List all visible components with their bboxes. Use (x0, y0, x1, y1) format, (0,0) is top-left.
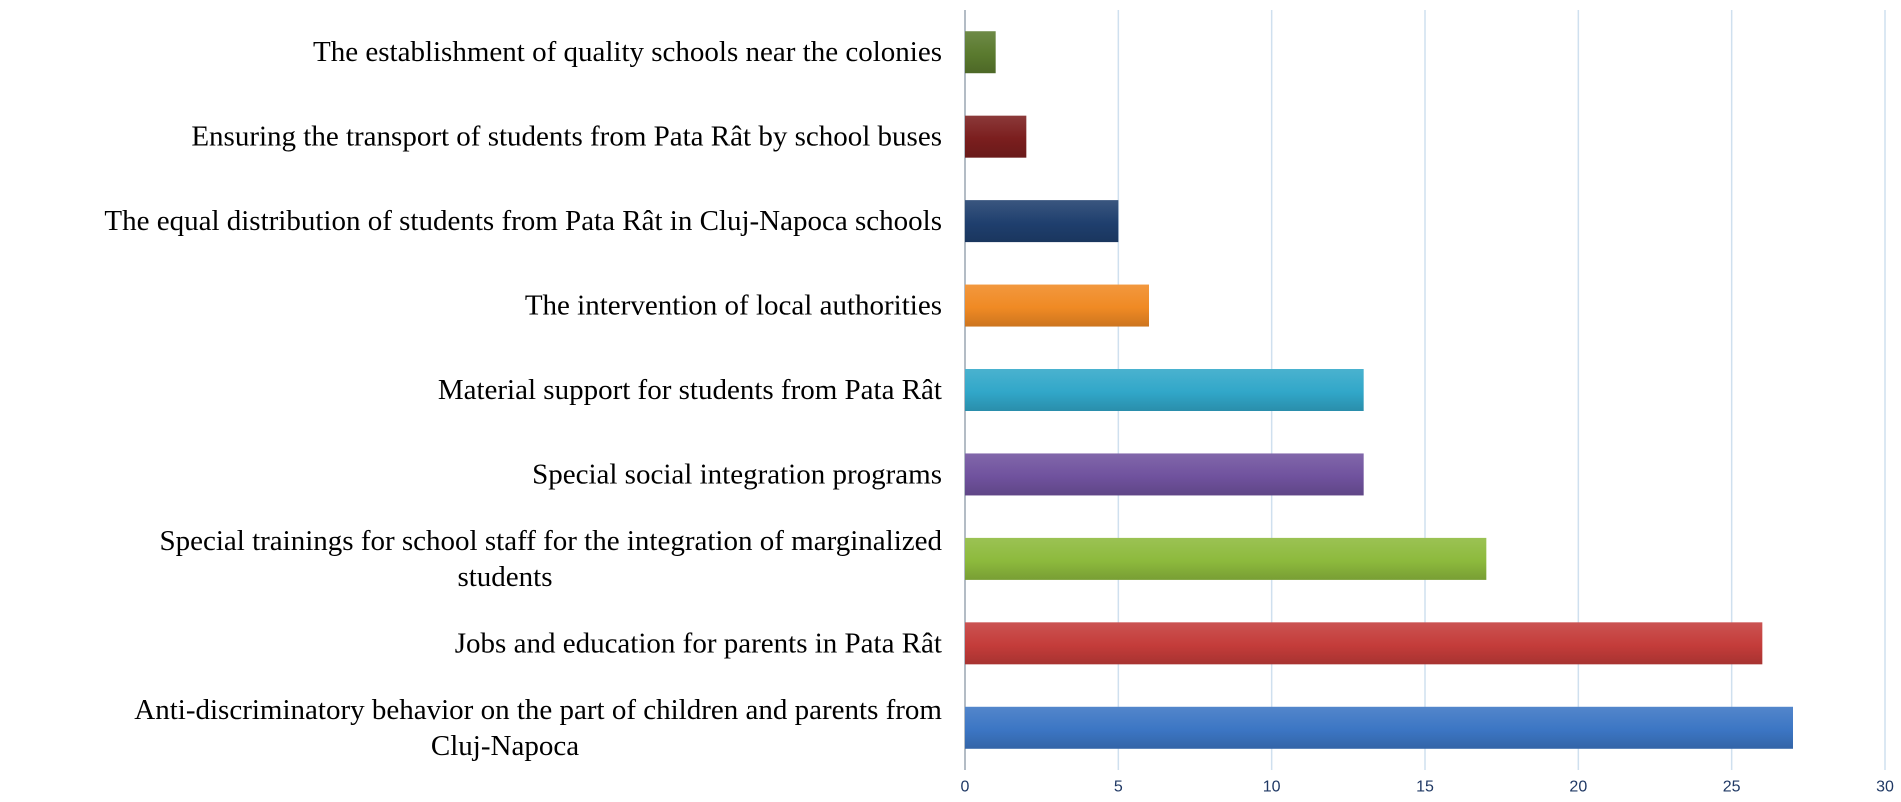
x-tick-label: 15 (1416, 778, 1434, 796)
bar-2 (965, 116, 1026, 158)
bar-7 (965, 538, 1486, 580)
x-tick-label: 5 (1113, 778, 1123, 796)
category-label: Anti-discriminatory behavior on the part of children and parents from (134, 693, 942, 726)
category-label: Special trainings for school staff for the integration of marginalized (159, 524, 942, 557)
x-tick-label: 30 (1876, 778, 1894, 796)
category-label: Special social integration programs (532, 458, 942, 491)
category-label: students (457, 560, 553, 593)
category-label: Material support for students from Pata Rât (437, 374, 942, 406)
x-axis-ticks (961, 779, 1894, 796)
x-tick-label: 10 (1262, 778, 1281, 796)
x-tick-label: 20 (1569, 778, 1588, 796)
bar-1 (965, 31, 996, 73)
bars (965, 31, 1793, 749)
bar-9 (965, 707, 1793, 749)
category-label: The intervention of local authorities (524, 289, 942, 322)
bar-3 (965, 200, 1118, 242)
category-label: The establishment of quality schools near the colonies (313, 36, 942, 69)
category-label: Ensuring the transport of students from Pata Rât by school buses (191, 120, 942, 153)
category-labels (104, 36, 942, 762)
bar-4 (965, 285, 1149, 327)
x-tick-label: 0 (960, 778, 970, 796)
x-tick-label: 25 (1722, 778, 1741, 796)
bar-8 (965, 622, 1762, 664)
category-label: The equal distribution of students from Pata Rât in Cluj-Napoca schools (104, 205, 942, 238)
category-label: Jobs and education for parents in Pata Rât (454, 627, 942, 660)
category-label: Cluj-Napoca (430, 729, 580, 762)
bar-6 (965, 453, 1364, 495)
bar-5 (965, 369, 1364, 411)
